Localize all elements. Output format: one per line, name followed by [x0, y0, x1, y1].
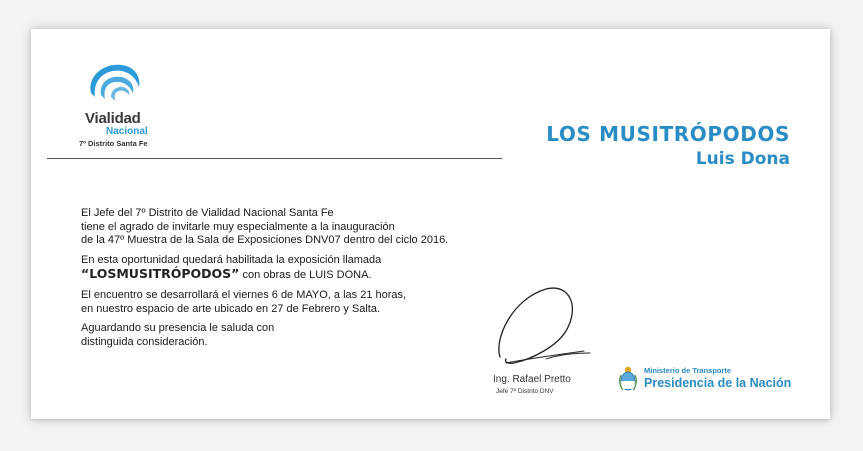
text-line: Aguardando su presencia le saluda con	[81, 322, 275, 335]
text-line: El encuentro se desarrollará el viernes 6 de MAYO, a las 21 horas,	[81, 288, 407, 301]
paragraph-3	[81, 289, 551, 316]
paragraph-1	[81, 207, 551, 248]
ministry-label: Ministerio de Transporte	[644, 366, 732, 375]
exhibition-title: LOS MUSITRÓPODOS	[546, 122, 790, 146]
text-line: tiene el agrado de invitarle muy especialmente a la inauguración	[81, 220, 395, 233]
text-line: de la 47º Muestra de la Sala de Exposiciones DNV07 dentro del ciclo 2016.	[81, 234, 449, 247]
text-line: En esta oportunidad quedará habilitada la exposición llamada	[81, 253, 382, 266]
handwritten-signature	[486, 279, 596, 374]
paragraph-2	[81, 254, 551, 283]
text-line: El Jefe del 7º Distrito de Vialidad Nacional Santa Fe	[81, 207, 334, 219]
logo-subtitle: Nacional	[106, 126, 148, 137]
invitation-text	[81, 207, 551, 355]
text-line-with-title	[81, 267, 551, 283]
signer-name: Ing. Rafael Pretto	[493, 374, 571, 385]
vialidad-swirl-icon	[81, 59, 145, 109]
vialidad-logo	[79, 59, 184, 149]
logo-name: Vialidad	[85, 110, 141, 127]
invitation-card	[31, 29, 830, 419]
signer-role: Jefe 7º Distrito DNV	[496, 388, 554, 395]
header-divider	[47, 158, 502, 159]
artist-name: Luis Dona	[695, 149, 790, 169]
national-coat-of-arms-icon	[619, 365, 637, 392]
quoted-exhibition-name: “LOSMUSITRÓPODOS”	[81, 266, 240, 282]
text-line: distinguida consideración.	[81, 335, 208, 348]
text-fragment: con obras de LUIS DONA.	[239, 269, 372, 282]
presidency-label: Presidencia de la Nación	[644, 376, 792, 390]
logo-district: 7º Distrito Santa Fe	[79, 139, 148, 148]
text-line: en nuestro espacio de arte ubicado en 27 de Febrero y Salta.	[81, 302, 381, 315]
paragraph-4	[81, 322, 551, 349]
